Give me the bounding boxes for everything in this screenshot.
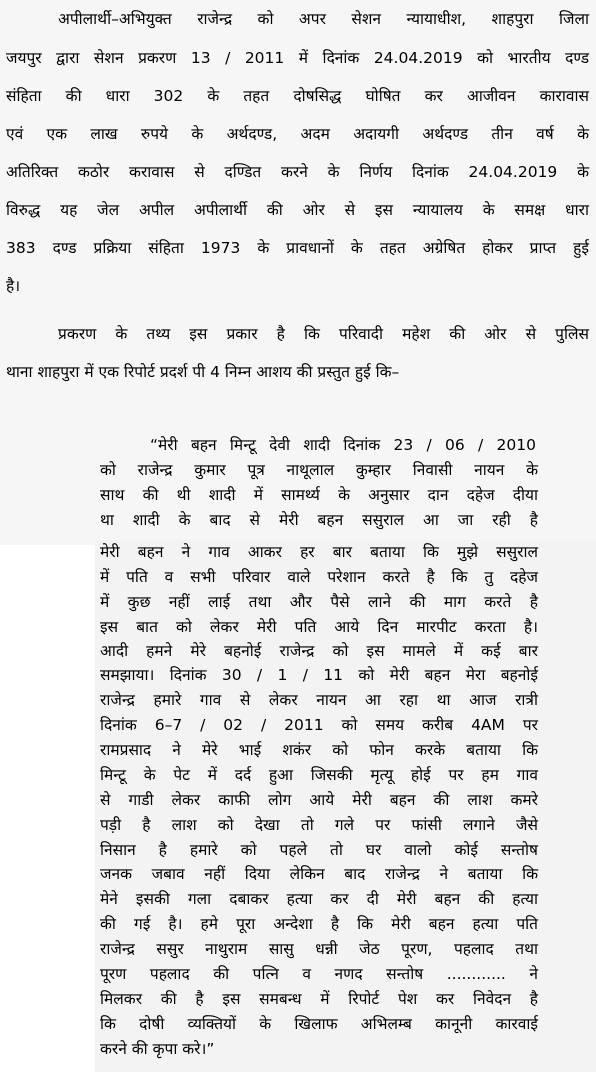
quote-line: मेने इसकी गला दबाकर हत्या कर दी मेरी बहन की हत्या: [100, 890, 538, 908]
quote-line: पूरण पहलाद की पत्नि व नणद सन्तोष ............ ने: [100, 965, 538, 983]
quote-line: समझाया। दिनांक 30 / 1 / 11 को मेरी बहन मेरा बहनोई: [100, 666, 538, 684]
quote-line: दिनांक 6–7 / 02 / 2011 को समय करीब 4AM पर: [100, 716, 538, 734]
paragraph-line: 383 दण्ड प्रक्रिया संहिता 1973 के प्रावधानों के तहत अग्रेषित होकर प्राप्त हुई: [6, 239, 589, 257]
quote-line: साथ की थी शादी में सामर्थ्य के अनुसार दान दहेज दीया: [100, 486, 538, 504]
quote-line: निसान है हमारे को पहले तो घर वालो कोई सन्तोष: [100, 841, 538, 859]
paragraph-line: अतिरिक्त कठोर करावास से दण्डित करने के निर्णय दिनांक 24.04.2019 के: [6, 163, 589, 181]
quote-line: आदी हमने मेरे बहनोई राजेन्द्र को इस मामले में कई बार: [100, 642, 538, 660]
quote-line: मिलकर की है इस समबन्ध में रिपोर्ट पेश कर निवेदन है: [100, 990, 538, 1008]
paragraph-line: विरुद्ध यह जेल अपील अपीलार्थी की ओर से इस न्यायालय के समक्ष धारा: [6, 201, 589, 219]
quote-line: “मेरी बहन मिन्टू देवी शादी दिनांक 23 / 06 / 2010: [150, 436, 536, 454]
quote-line: को राजेन्द्र कुमार पूत्र नाथूलाल कुम्हार निवासी नायन के: [100, 461, 538, 479]
quote-line: रामप्रसाद ने मेरे भाई शकंर को फोन करके बताया कि: [100, 741, 538, 759]
quote-line: की गई है। हमे पूरा अन्देशा है कि मेरी बहन हत्या पति: [100, 915, 538, 933]
quote-line: करने की कृपा करे।”: [100, 1040, 215, 1058]
paragraph-line: अपीलार्थी–अभियुक्त राजेन्द्र को अपर सेशन न्यायाधीश, शाहपुरा जिला: [58, 10, 589, 28]
quote-line: से गाडी लेकर काफी लोग आये मेरी बहन की लाश कमरे: [100, 791, 538, 809]
quote-line: राजेन्द्र हमारे गाव से लेकर नायन आ रहा था आज रात्री: [100, 691, 538, 709]
quote-line: पड़ी है लाश को देखा तो गले पर फांसी लगाने जैसे: [100, 816, 538, 834]
quote-line: कि दोषी व्यक्तियों के खिलाफ अभिलम्ब कानूनी कारवाई: [100, 1015, 538, 1033]
paragraph-line: एवं एक लाख रुपये के अर्थदण्ड, अदम अदायगी अर्थदण्ड तीन वर्ष के: [6, 125, 589, 143]
quote-line: इस बात को लेकर मेरी पति आये दिन मारपीट करता है।: [100, 618, 538, 636]
paragraph-line: संहिता की धारा 302 के तहत दोषसिद्ध घोषित कर आजीवन कारावास: [6, 87, 589, 105]
paragraph-line: प्रकरण के तथ्य इस प्रकार है कि परिवादी महेश की ओर से पुलिस: [58, 325, 589, 343]
quote-line: में कुछ नहीं लाई तथा और पैसे लाने की माग करते है: [100, 593, 538, 611]
quote-line: जनक जबाव नहीं दिया लेकिन बाद राजेन्द्र ने बताया कि: [100, 865, 538, 883]
quote-line: था शादी के बाद से मेरी बहन ससुराल आ जा रही है: [100, 511, 538, 529]
quote-line: मेरी बहन ने गाव आकर हर बार बताया कि मुझे ससुराल: [100, 543, 538, 561]
paragraph-line: है।: [6, 277, 21, 295]
quote-line: मिन्टू के पेट में दर्द हुआ जिसकी मृत्यू होई पर हम गाव: [100, 766, 538, 784]
paragraph-line: जयपुर द्वारा सेशन प्रकरण 13 / 2011 में दिनांक 24.04.2019 को भारतीय दण्ड: [6, 49, 589, 67]
paragraph-line: थाना शाहपुरा में एक रिपोर्ट प्रदर्श पी 4 निम्न आशय की प्रस्तुत हुई कि–: [6, 363, 400, 381]
quote-line: राजेन्द्र ससुर नाथुराम सासु धन्नी जेठ पूरण, पहलाद तथा: [100, 940, 538, 958]
quote-line: में पति व सभी परिवार वाले परेशान करते है कि तु दहेज: [100, 568, 538, 586]
